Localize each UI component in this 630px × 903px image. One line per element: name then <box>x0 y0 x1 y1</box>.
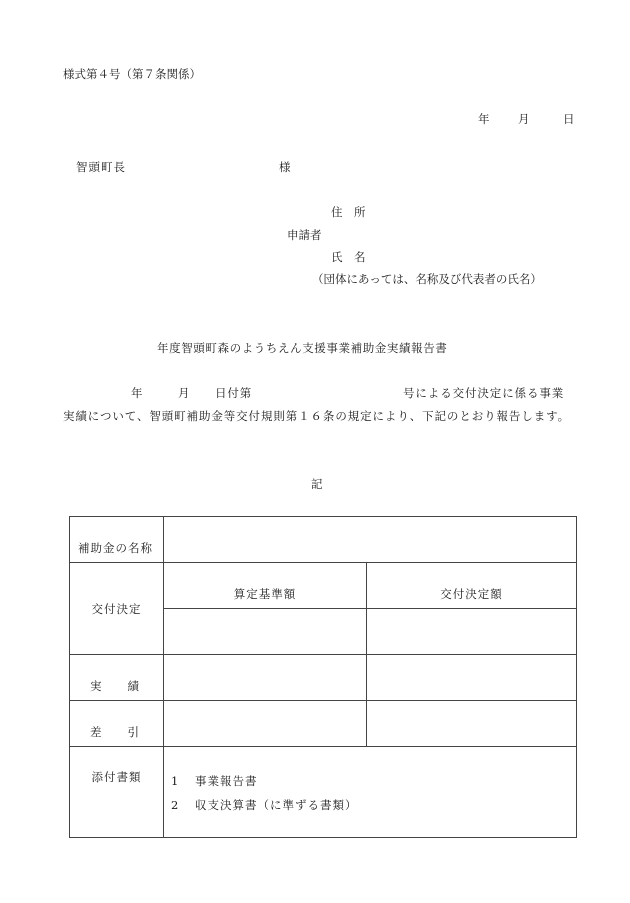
attachment-text: 事業報告書 <box>195 774 258 788</box>
actual-label: 実 績 <box>70 655 164 701</box>
body-number-suffix: 号による交付決定に係る事業 <box>403 386 565 400</box>
base-amount-header: 算定基準額 <box>164 563 367 609</box>
difference-label: 差 引 <box>70 701 164 747</box>
body-month: 月 <box>178 386 191 400</box>
date-line <box>478 111 575 127</box>
ki-label: 記 <box>311 477 323 491</box>
decision-label: 交付決定 <box>70 563 164 655</box>
addressee: 智頭町長 <box>76 160 126 174</box>
body-paragraph <box>63 382 581 427</box>
decision-decided-amount-field[interactable] <box>367 609 577 655</box>
date-year: 年 <box>478 112 490 126</box>
body-dated: 日付第 <box>215 386 253 400</box>
actual-decided-amount-field[interactable] <box>367 655 577 701</box>
attachment-number: 2 <box>171 798 180 812</box>
attachment-text: 収支決算書（に準ずる書類） <box>195 798 358 812</box>
report-table <box>69 516 577 838</box>
attachments-list <box>164 747 577 838</box>
attachments-label: 添付書類 <box>70 747 164 838</box>
subsidy-name-field[interactable] <box>164 517 577 563</box>
decided-amount-header: 交付決定額 <box>367 563 577 609</box>
attachment-item <box>171 769 576 793</box>
name-label: 氏 名 <box>331 250 366 264</box>
difference-base-amount-field[interactable] <box>164 701 367 747</box>
document-title: 年度智頭町森のようちえん支援事業補助金実績報告書 <box>157 341 448 355</box>
subsidy-name-label: 補助金の名称 <box>70 517 164 563</box>
addressee-suffix: 様 <box>279 160 291 174</box>
group-note: （団体にあっては、名称及び代表者の氏名） <box>312 272 542 286</box>
body-rest: 実績について、智頭町補助金等交付規則第１６条の規定により、下記のとおり報告します。 <box>63 408 571 423</box>
address-label: 住 所 <box>331 205 366 219</box>
body-year: 年 <box>131 386 144 400</box>
attachment-item <box>171 793 576 817</box>
attachment-number: 1 <box>171 774 180 788</box>
date-day: 日 <box>563 112 575 126</box>
decision-base-amount-field[interactable] <box>164 609 367 655</box>
date-month: 月 <box>518 112 530 126</box>
difference-decided-amount-field[interactable] <box>367 701 577 747</box>
form-number: 様式第４号（第７条関係） <box>63 67 201 81</box>
applicant-label: 申請者 <box>287 228 322 242</box>
actual-base-amount-field[interactable] <box>164 655 367 701</box>
